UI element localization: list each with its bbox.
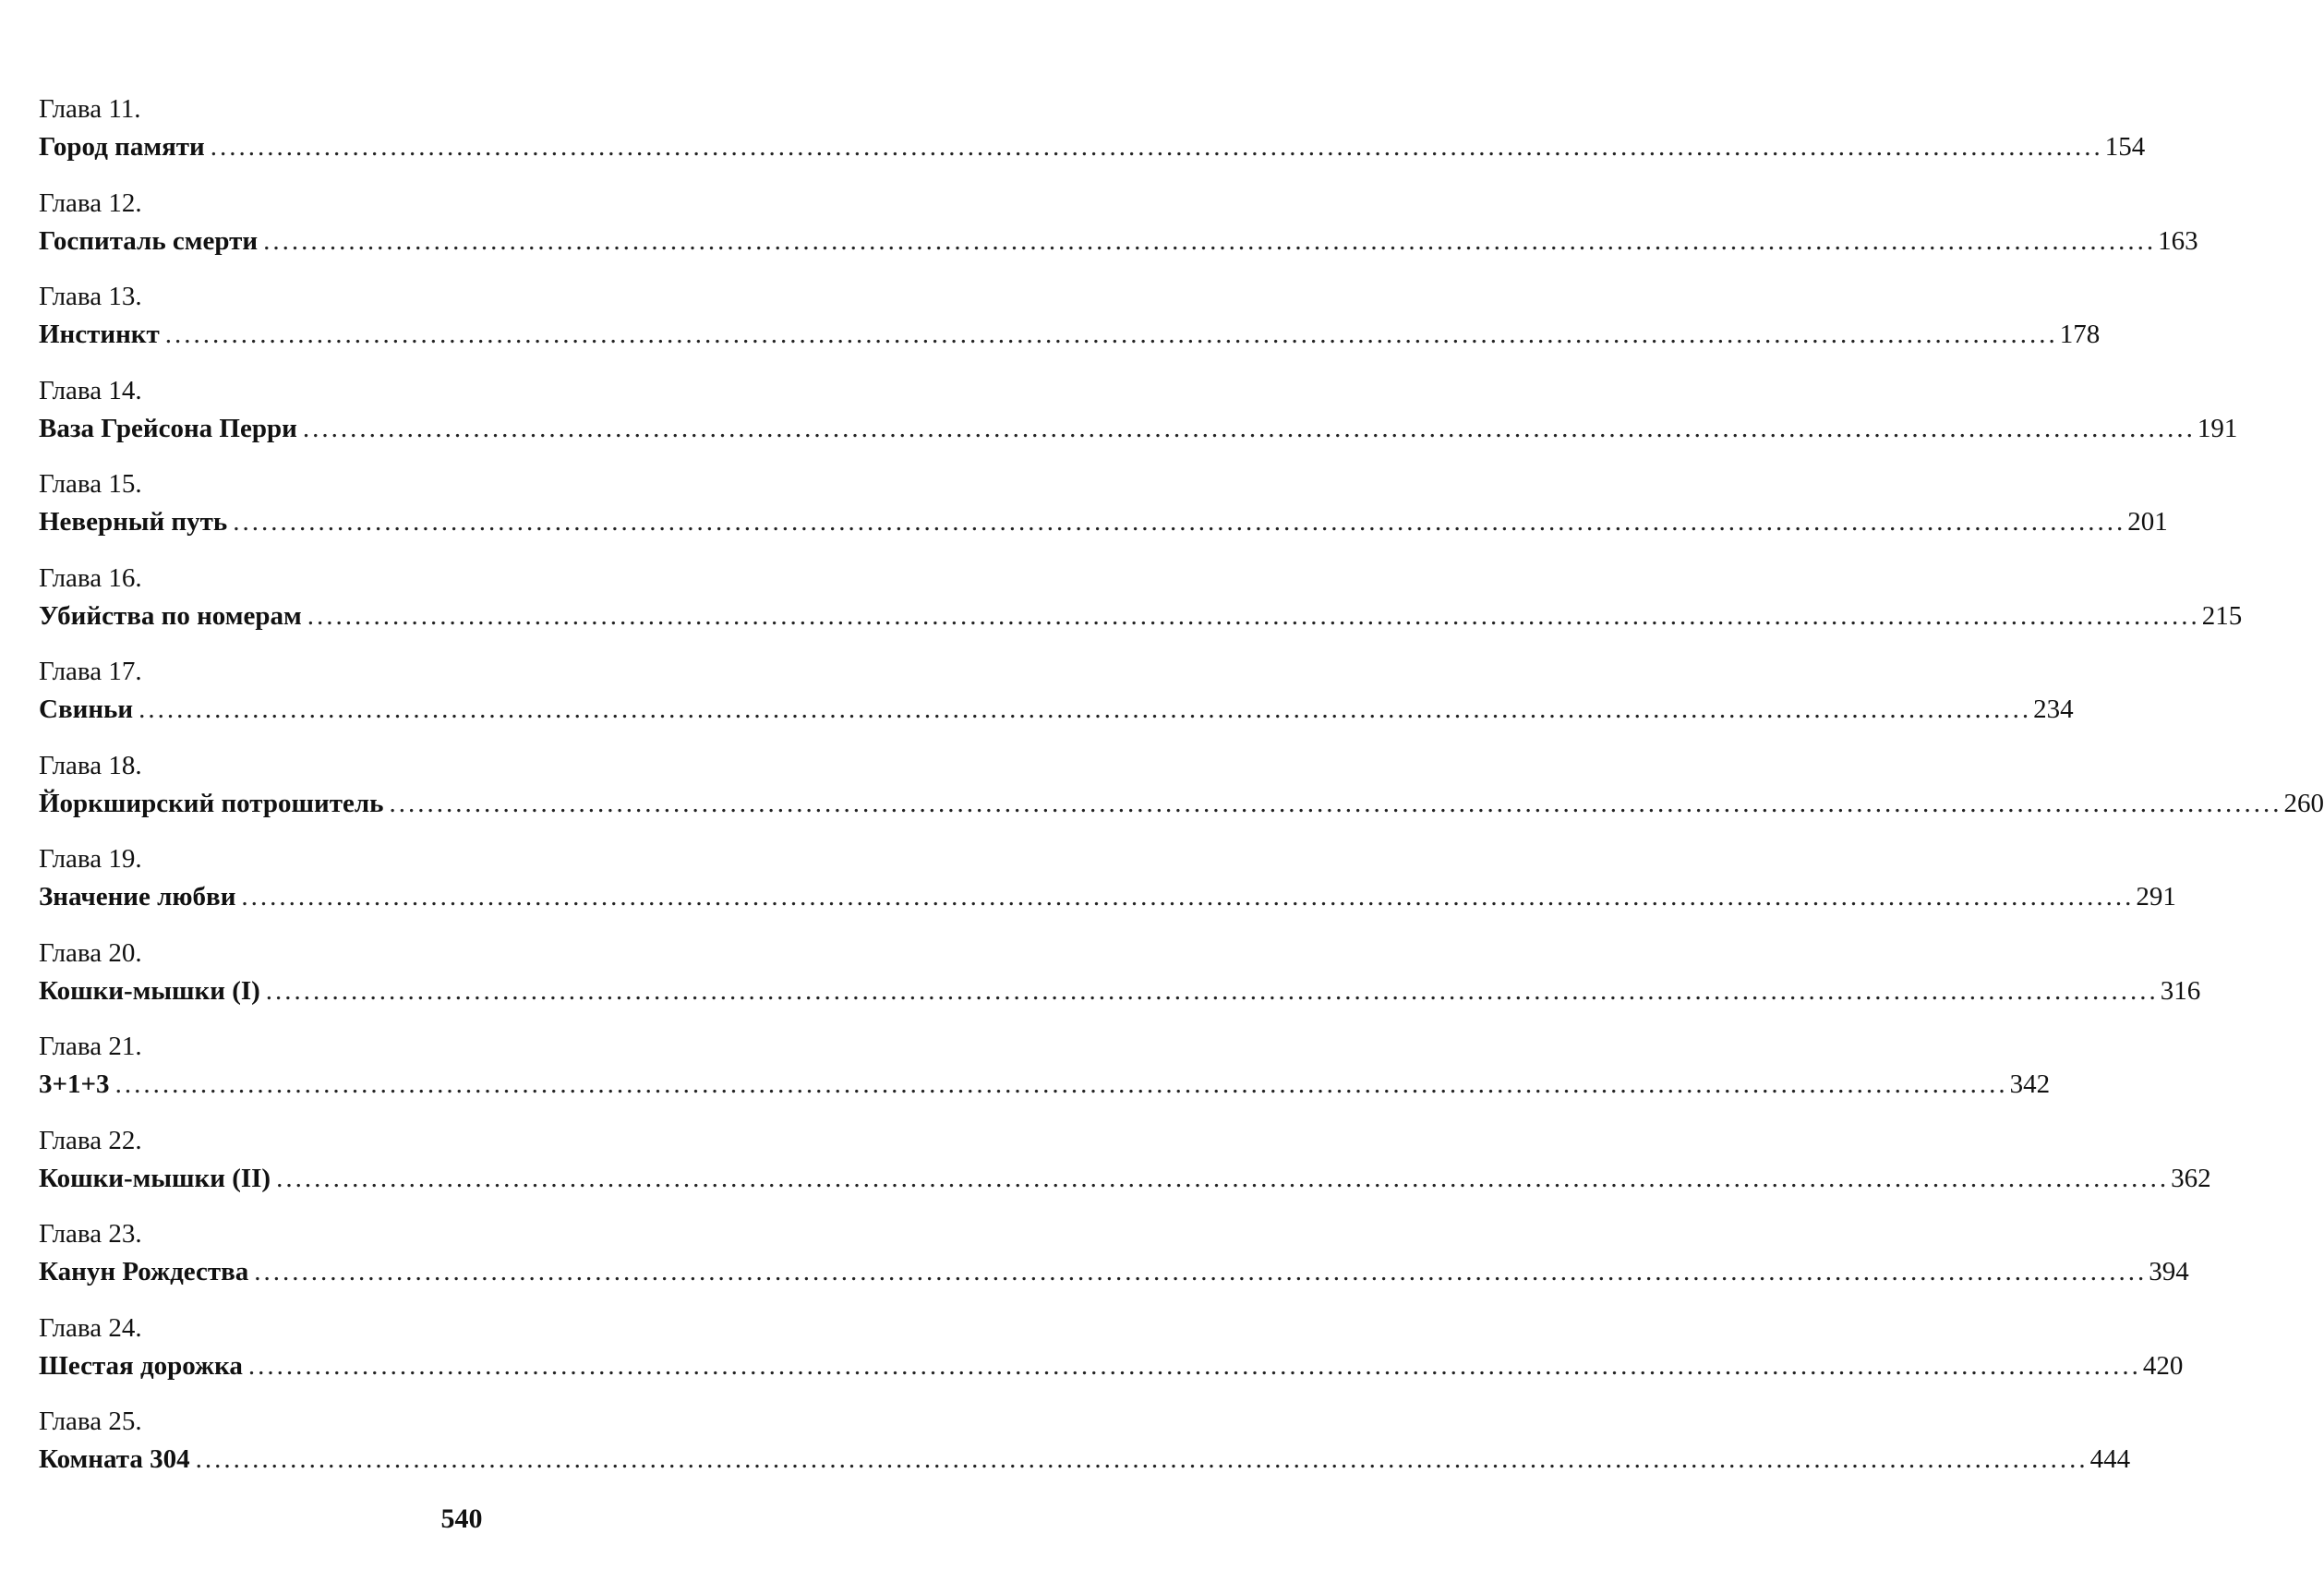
chapter-label: Глава 20. xyxy=(39,937,142,968)
chapter-title-line xyxy=(39,784,2324,823)
chapter-title-line xyxy=(39,1159,2211,1198)
chapter-page-number: 260 xyxy=(2283,788,2324,818)
chapter-page-number: 420 xyxy=(2142,1350,2184,1381)
chapter-page-number: 291 xyxy=(2136,882,2176,912)
toc-entry xyxy=(39,372,2238,466)
toc-entry xyxy=(39,278,2101,372)
toc-entry xyxy=(39,560,2243,654)
chapter-label: Глава 23. xyxy=(39,1219,142,1249)
chapter-title: Инстинкт xyxy=(39,320,160,349)
chapter-title-line xyxy=(39,315,2101,354)
chapter-label: Глава 17. xyxy=(39,657,142,686)
chapter-title: Убийства по номерам xyxy=(39,600,302,631)
chapter-title-line xyxy=(39,127,2146,166)
toc-entry xyxy=(39,465,2168,560)
chapter-title: 3+1+3 xyxy=(39,1069,110,1099)
chapter-label: Глава 19. xyxy=(39,844,142,874)
toc-entry xyxy=(39,653,2074,747)
chapter-title-line xyxy=(39,1252,2189,1291)
dot-leader: ........................................................................................................................................................................................................ xyxy=(302,413,2196,443)
chapter-label: Глава 12. xyxy=(39,187,142,218)
chapter-title: Госпиталь смерти xyxy=(39,225,259,256)
chapter-title-line xyxy=(39,597,2243,635)
chapter-title: Шестая дорожка xyxy=(39,1350,243,1381)
chapter-page-number: 201 xyxy=(2127,507,2168,537)
chapter-page-number: 362 xyxy=(2171,1163,2211,1193)
dot-leader: ........................................................................................................................................................................................................ xyxy=(254,1257,2148,1286)
chapter-page-number: 316 xyxy=(2160,975,2201,1006)
chapter-title: Йоркширский потрошитель xyxy=(39,788,384,818)
toc-entry xyxy=(39,1028,2051,1122)
chapter-title-line xyxy=(39,877,2176,916)
chapter-label: Глава 25. xyxy=(39,1407,142,1436)
chapter-label: Глава 13. xyxy=(39,282,142,311)
chapter-label: Глава 11. xyxy=(39,94,141,124)
chapter-title-line xyxy=(39,972,2201,1010)
chapter-page-number: 342 xyxy=(2009,1069,2051,1099)
chapter-title-line xyxy=(39,1065,2051,1104)
page-number: 540 xyxy=(440,1503,483,1534)
chapter-title-line xyxy=(39,1346,2184,1385)
toc-entry xyxy=(39,1122,2211,1216)
dot-leader: ........................................................................................................................................................................................................ xyxy=(247,1350,2141,1381)
dot-leader: ........................................................................................................................................................................................................ xyxy=(210,132,2103,162)
toc-entry xyxy=(39,1403,2131,1497)
chapter-label: Глава 18. xyxy=(39,750,142,780)
chapter-label: Глава 16. xyxy=(39,562,142,593)
dot-leader: ........................................................................................................................................................................................................ xyxy=(138,694,2032,724)
dot-leader: ........................................................................................................................................................................................................ xyxy=(265,975,2159,1006)
toc-entry xyxy=(39,747,2324,841)
chapter-page-number: 178 xyxy=(2059,320,2101,349)
chapter-title-line xyxy=(39,409,2238,448)
chapter-title: Значение любви xyxy=(39,882,236,912)
dot-leader: ........................................................................................................................................................................................................ xyxy=(195,1444,2089,1474)
chapter-page-number: 154 xyxy=(2104,132,2146,162)
chapter-title-line xyxy=(39,690,2074,729)
chapter-title: Канун Рождества xyxy=(39,1257,249,1286)
dot-leader: ........................................................................................................................................................................................................ xyxy=(389,788,2282,818)
chapter-page-number: 215 xyxy=(2201,600,2243,631)
chapter-title: Кошки-мышки (II) xyxy=(39,1163,271,1193)
chapter-label: Глава 15. xyxy=(39,469,142,499)
chapter-page-number: 234 xyxy=(2033,694,2074,724)
chapter-title: Неверный путь xyxy=(39,507,228,537)
toc-entry xyxy=(39,91,2146,185)
dot-leader: ........................................................................................................................................................................................................ xyxy=(114,1069,2008,1099)
table-of-contents xyxy=(39,91,2324,1497)
chapter-title-line xyxy=(39,222,2198,260)
dot-leader: ........................................................................................................................................................................................................ xyxy=(164,320,2058,349)
toc-entry xyxy=(39,1310,2184,1404)
chapter-title: Кошки-мышки (I) xyxy=(39,975,260,1006)
dot-leader: ........................................................................................................................................................................................................ xyxy=(307,600,2200,631)
toc-entry xyxy=(39,840,2176,935)
chapter-page-number: 394 xyxy=(2149,1257,2189,1286)
dot-leader: ........................................................................................................................................................................................................ xyxy=(276,1163,2170,1193)
chapter-title: Свиньи xyxy=(39,694,134,724)
dot-leader: ........................................................................................................................................................................................................ xyxy=(233,507,2126,537)
chapter-title-line xyxy=(39,502,2168,541)
chapter-title-line xyxy=(39,1440,2131,1479)
chapter-page-number: 163 xyxy=(2158,225,2198,256)
dot-leader: ........................................................................................................................................................................................................ xyxy=(241,882,2135,912)
chapter-title: Комната 304 xyxy=(39,1444,190,1474)
chapter-title: Ваза Грейсона Перри xyxy=(39,413,297,443)
chapter-label: Глава 21. xyxy=(39,1032,142,1061)
chapter-page-number: 444 xyxy=(2089,1444,2131,1474)
chapter-label: Глава 14. xyxy=(39,375,142,405)
chapter-title: Город памяти xyxy=(39,132,205,162)
toc-entry xyxy=(39,1215,2189,1310)
toc-entry xyxy=(39,935,2201,1029)
dot-leader: ........................................................................................................................................................................................................ xyxy=(263,225,2157,256)
toc-entry xyxy=(39,185,2198,279)
chapter-page-number: 191 xyxy=(2197,413,2238,443)
chapter-label: Глава 22. xyxy=(39,1125,142,1155)
chapter-label: Глава 24. xyxy=(39,1312,142,1343)
